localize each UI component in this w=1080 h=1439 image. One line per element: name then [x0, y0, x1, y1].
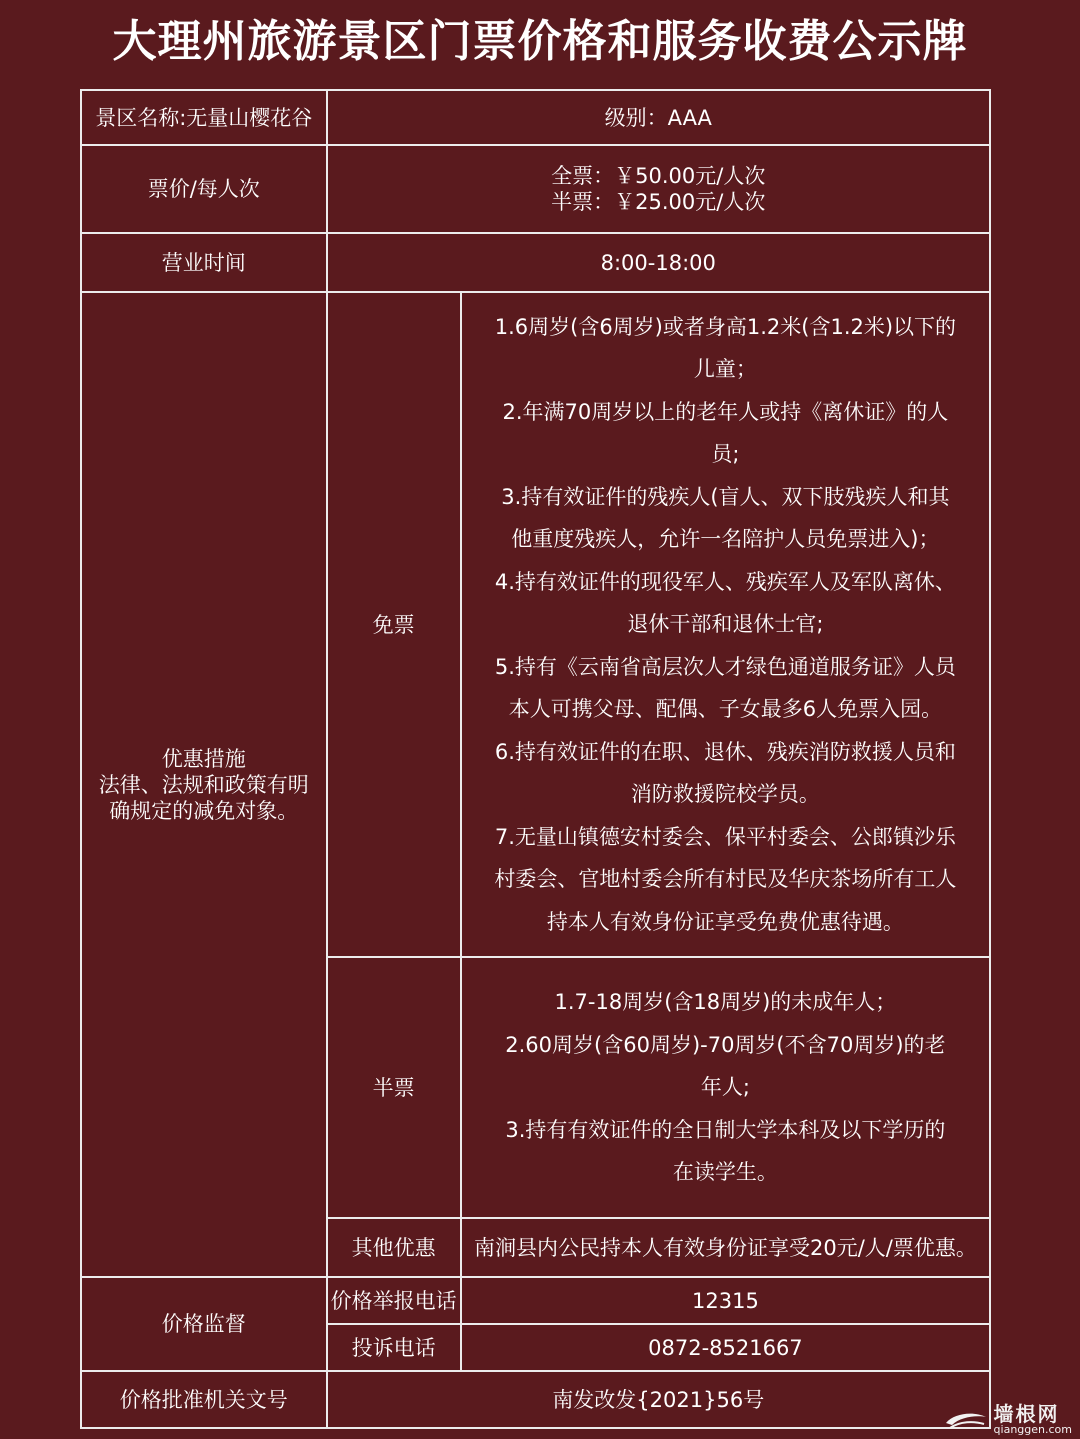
other-discount-label: 其他优惠 — [327, 1218, 461, 1277]
supervision-label-cell: 价格监督 — [81, 1277, 327, 1371]
list-item: 他重度残疾人，允许一名陪护人员免票进入)； — [511, 527, 940, 552]
list-item: 持本人有效身份证享受免费优惠待遇。 — [546, 909, 904, 934]
price-label-cell: 票价/每人次 — [81, 145, 327, 233]
list-item: 消防救援院校学员。 — [630, 782, 820, 807]
list-item: 3.持有有效证件的全日制大学本科及以下学历的 — [505, 1117, 946, 1142]
approval-label-cell: 价格批准机关文号 — [81, 1371, 327, 1428]
list-item: 年人; — [700, 1075, 750, 1100]
free-ticket-list — [461, 292, 990, 957]
table-row — [81, 1277, 990, 1324]
watermark — [944, 1404, 1072, 1435]
free-ticket-label: 免票 — [327, 292, 461, 957]
hours-value-cell: 8:00-18:00 — [327, 233, 990, 292]
list-item: 1.7-18周岁(含18周岁)的未成年人； — [554, 990, 897, 1015]
list-item: 6.持有效证件的在职、退休、残疾消防救援人员和 — [494, 739, 956, 764]
discount-label-line: 法律、法规和政策有明 — [98, 772, 309, 797]
list-item: 本人可携父母、配偶、子女最多6人免票入园。 — [508, 697, 943, 722]
half-ticket-list — [461, 957, 990, 1218]
discount-label-line: 确规定的减免对象。 — [109, 798, 299, 823]
price-notice-table — [80, 89, 991, 1429]
list-item: 儿童； — [693, 357, 757, 382]
other-discount-value: 南涧县内公民持本人有效身份证享受20元/人/票优惠。 — [461, 1218, 990, 1277]
table-row — [81, 292, 990, 957]
watermark-logo-icon — [944, 1409, 988, 1431]
report-phone-label: 价格举报电话 — [327, 1277, 461, 1324]
half-price: 半票：￥25.00元/人次 — [551, 190, 766, 214]
list-item: 1.6周岁(含6周岁)或者身高1.2米(含1.2米)以下的 — [494, 314, 957, 339]
complaint-phone-value: 0872-8521667 — [461, 1324, 990, 1371]
list-item: 在读学生。 — [672, 1160, 778, 1185]
watermark-url: qianggen.com — [993, 1423, 1072, 1436]
approval-value-cell: 南发改发{2021}56号 — [327, 1371, 990, 1428]
table-row — [81, 233, 990, 292]
discount-label-cell — [81, 292, 327, 1277]
report-phone-value: 12315 — [461, 1277, 990, 1324]
table-row — [81, 90, 990, 145]
watermark-text: 墙根网 — [993, 1402, 1060, 1426]
table-row — [81, 145, 990, 233]
half-ticket-label: 半票 — [327, 957, 461, 1218]
hours-label-cell: 营业时间 — [81, 233, 327, 292]
price-value-cell — [327, 145, 990, 233]
list-item: 7.无量山镇德安村委会、保平村委会、公郎镇沙乐 — [494, 824, 956, 849]
list-item: 4.持有效证件的现役军人、残疾军人及军队离休、 — [494, 569, 956, 594]
level-cell: 级别：AAA — [327, 90, 990, 145]
list-item: 2.60周岁(含60周岁)-70周岁(不含70周岁)的老 — [505, 1032, 946, 1057]
list-item: 员; — [711, 442, 740, 467]
list-item: 村委会、官地村委会所有村民及华庆茶场所有工人 — [494, 867, 957, 892]
list-item: 2.年满70周岁以上的老年人或持《离休证》的人 — [502, 399, 949, 424]
full-price: 全票：￥50.00元/人次 — [551, 164, 766, 188]
scenic-name-cell: 景区名称:无量山樱花谷 — [81, 90, 327, 145]
complaint-phone-label: 投诉电话 — [327, 1324, 461, 1371]
table-row — [81, 1371, 990, 1428]
list-item: 5.持有《云南省高层次人才绿色通道服务证》人员 — [494, 654, 956, 679]
discount-label-line: 优惠措施 — [161, 746, 246, 771]
list-item: 3.持有效证件的残疾人(盲人、双下肢残疾人和其 — [501, 484, 950, 509]
page-title: 大理州旅游景区门票价格和服务收费公示牌 — [112, 16, 968, 67]
list-item: 退休干部和退休士官; — [627, 612, 824, 637]
